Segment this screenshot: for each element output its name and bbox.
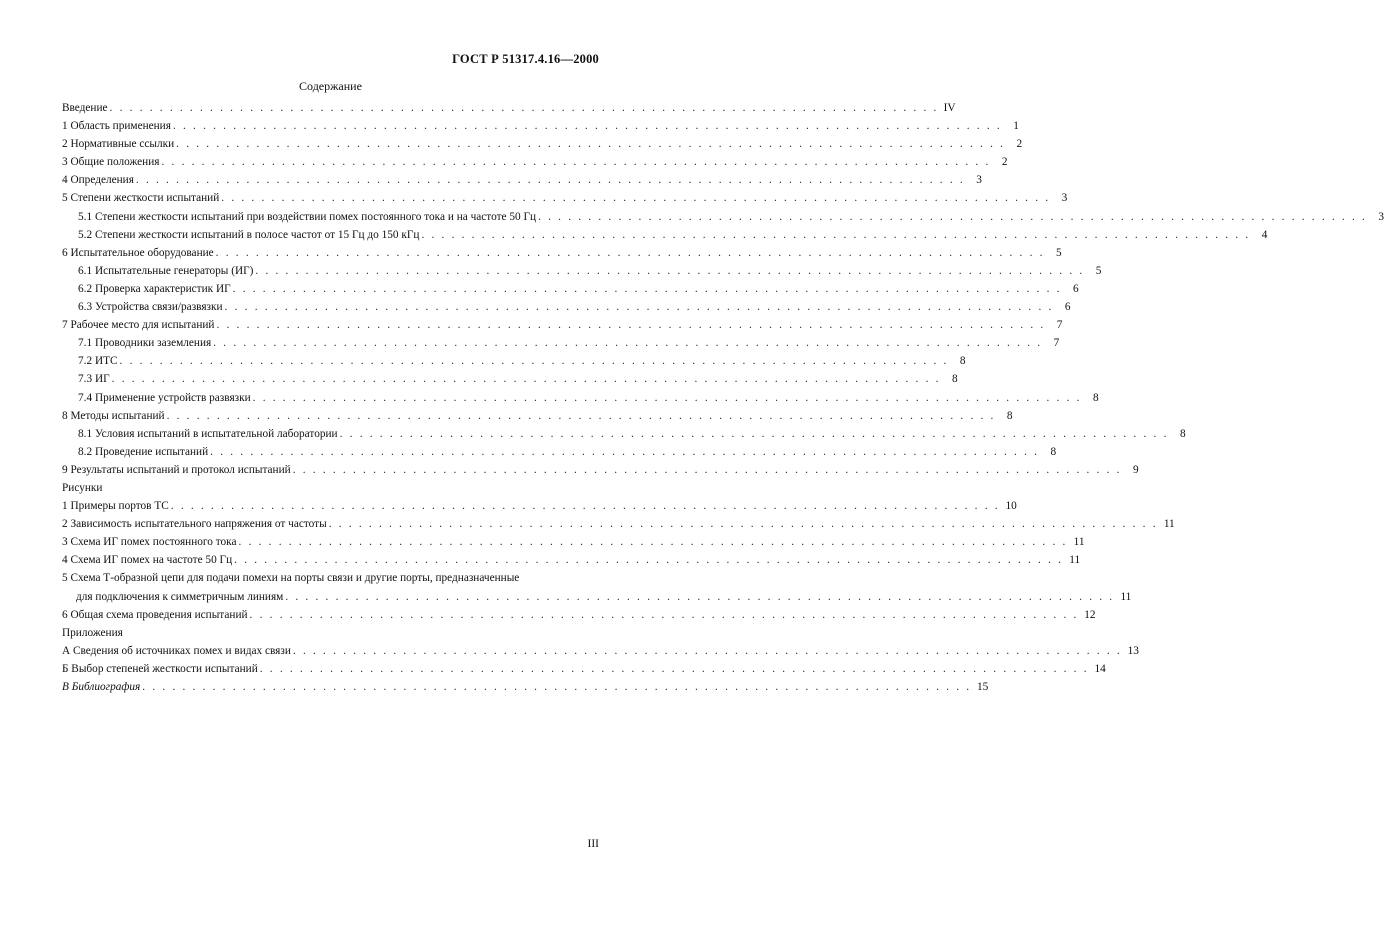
toc-entry <box>62 153 1008 171</box>
toc-entry <box>62 569 600 587</box>
toc-leader-dots: . . . . . . . . . . . . . . . . . . . . . . . . . . . . . . . . . . . . . . . . . . . . . . . . . . . . . . . . . . . . . . . . . . . . . . . . . . . . . . . . . . . <box>215 246 1045 259</box>
toc-entry-title: 1 Примеры портов ТС <box>62 500 169 513</box>
toc-entry <box>62 171 982 189</box>
toc-leader-dots: . . . . . . . . . . . . . . . . . . . . . . . . . . . . . . . . . . . . . . . . . . . . . . . . . . . . . . . . . . . . . . . . . . . . . . . . . . . . . . . . . . . <box>119 355 949 368</box>
toc-page-number: 3 <box>1378 210 1384 223</box>
toc-page-number: 13 <box>1127 644 1139 657</box>
toc-entry <box>62 262 1102 280</box>
toc-entry-title: 6 Общая схема проведения испытаний <box>62 608 248 621</box>
toc-page-number: 12 <box>1084 608 1096 621</box>
toc-page-number: 10 <box>1005 500 1017 513</box>
table-of-contents <box>62 99 1384 696</box>
toc-page-number: 1 <box>1013 120 1019 133</box>
toc-entry <box>62 407 1013 425</box>
toc-entry <box>62 389 1099 407</box>
toc-entry-title: 8.1 Условия испытаний в испытательной лаборатории <box>78 427 338 440</box>
toc-entry-title: А Сведения об источниках помех и видах связи <box>62 644 291 657</box>
toc-page-number: 6 <box>1064 301 1071 314</box>
toc-entry <box>62 425 1186 443</box>
toc-leader-dots: . . . . . . . . . . . . . . . . . . . . . . . . . . . . . . . . . . . . . . . . . . . . . . . . . . . . . . . . . . . . . . . . . . . . . . . . . . . . . . . . . . . <box>328 518 1158 531</box>
toc-leader-dots: . . . . . . . . . . . . . . . . . . . . . . . . . . . . . . . . . . . . . . . . . . . . . . . . . . . . . . . . . . . . . . . . . . . . . . . . . . . . . . . . . . . <box>142 681 972 693</box>
toc-entry <box>62 606 1096 624</box>
toc-entry <box>62 461 1139 479</box>
toc-leader-dots: . . . . . . . . . . . . . . . . . . . . . . . . . . . . . . . . . . . . . . . . . . . . . . . . . . . . . . . . . . . . . . . . . . . . . . . . . . . . . . . . . . . <box>255 264 1085 277</box>
toc-entry-title: Введение <box>62 102 108 114</box>
toc-leader-dots: . . . . . . . . . . . . . . . . . . . . . . . . . . . . . . . . . . . . . . . . . . . . . . . . . . . . . . . . . . . . . . . . . . . . . . . . . . . . . . . . . . . <box>172 120 1002 133</box>
toc-entry-title: 2 Нормативные ссылки <box>62 138 175 151</box>
toc-leader-dots: . . . . . . . . . . . . . . . . . . . . . . . . . . . . . . . . . . . . . . . . . . . . . . . . . . . . . . . . . . . . . . . . . . . . . . . . . . . . . . . . . . . <box>210 445 1040 458</box>
toc-entry <box>62 497 1017 515</box>
toc-page-number: 2 <box>1001 156 1008 169</box>
toc-entry <box>62 660 1106 678</box>
toc-entry <box>62 316 1063 334</box>
toc-leader-dots: . . . . . . . . . . . . . . . . . . . . . . . . . . . . . . . . . . . . . . . . . . . . . . . . . . . . . . . . . . . . . . . . . . . . . . . . . . . . . . . . . . . <box>538 210 1368 223</box>
toc-entry-title: 9 Результаты испытаний и протокол испытаний <box>62 463 291 476</box>
toc-entry <box>62 443 1057 461</box>
toc-leader-dots: . . . . . . . . . . . . . . . . . . . . . . . . . . . . . . . . . . . . . . . . . . . . . . . . . . . . . . . . . . . . . . . . . . . . . . . . . . . . . . . . . . . <box>292 463 1122 476</box>
toc-leader-dots: . . . . . . . . . . . . . . . . . . . . . . . . . . . . . . . . . . . . . . . . . . . . . . . . . . . . . . . . . . . . . . . . . . . . . . . . . . . . . . . . . . . <box>135 174 965 187</box>
toc-entry-title: 4 Определения <box>62 174 134 187</box>
toc-entry-title: 6.2 Проверка характеристик ИГ <box>78 282 231 295</box>
toc-entry-title: 3 Общие положения <box>62 156 160 169</box>
toc-entry <box>62 334 1060 352</box>
toc-entry <box>62 624 600 642</box>
toc-page-number: 8 <box>1093 391 1099 404</box>
toc-entry-title: Б Выбор степеней жесткости испытаний <box>62 662 258 675</box>
toc-leader-dots: . . . . . . . . . . . . . . . . . . . . . . . . . . . . . . . . . . . . . . . . . . . . . . . . . . . . . . . . . . . . . . . . . . . . . . . . . . . . . . . . . . . <box>292 644 1122 657</box>
toc-entry-title: 6.1 Испытательные генераторы (ИГ) <box>78 264 254 277</box>
toc-entry-title: В Библиография <box>62 681 141 693</box>
toc-entry <box>62 117 1019 135</box>
toc-entry <box>62 135 1023 153</box>
toc-page-number: 4 <box>1261 228 1268 241</box>
toc-page-number: 11 <box>1163 518 1175 531</box>
toc-leader-dots: . . . . . . . . . . . . . . . . . . . . . . . . . . . . . . . . . . . . . . . . . . . . . . . . . . . . . . . . . . . . . . . . . . . . . . . . . . . . . . . . . . . <box>339 427 1169 440</box>
toc-entry-title: 6.3 Устройства связи/развязки <box>78 301 223 314</box>
toc-page-number: 8 <box>959 355 966 368</box>
toc-leader-dots: . . . . . . . . . . . . . . . . . . . . . . . . . . . . . . . . . . . . . . . . . . . . . . . . . . . . . . . . . . . . . . . . . . . . . . . . . . . . . . . . . . . <box>111 373 941 386</box>
toc-page-number: 3 <box>1061 192 1068 205</box>
toc-page-number: 7 <box>1053 337 1060 350</box>
toc-entry-title: 7.4 Применение устройств развязки <box>78 391 251 404</box>
toc-entry <box>62 280 1079 298</box>
toc-leader-dots: . . . . . . . . . . . . . . . . . . . . . . . . . . . . . . . . . . . . . . . . . . . . . . . . . . . . . . . . . . . . . . . . . . . . . . . . . . . . . . . . . . . <box>176 138 1006 151</box>
toc-entry <box>62 515 1175 533</box>
document-code-header: ГОСТ Р 51317.4.16—2000 <box>452 52 599 66</box>
toc-entry <box>62 642 1139 660</box>
toc-page-number: 6 <box>1073 282 1079 295</box>
toc-page-number: 8 <box>1179 427 1186 440</box>
toc-entry-title: 8 Методы испытаний <box>62 409 165 422</box>
toc-entry-title: Приложения <box>62 626 123 639</box>
toc-page-number: 5 <box>1056 246 1062 259</box>
toc-page-number: 5 <box>1095 264 1102 277</box>
toc-page-number: 8 <box>951 373 958 386</box>
toc-entry-title: 5.1 Степени жесткости испытаний при воздействии помех постоянного тока и на частоте 50 Гц <box>78 210 537 223</box>
toc-page-number: 14 <box>1094 662 1106 675</box>
toc-entry <box>62 99 956 117</box>
toc-entry-title: 1 Область применения <box>62 120 171 133</box>
toc-page-number: 11 <box>1120 590 1132 603</box>
toc-entry-title: 5.2 Степени жесткости испытаний в полосе частот от 15 Гц до 150 кГц <box>78 228 420 241</box>
toc-entry-title: 3 Схема ИГ помех постоянного тока <box>62 536 237 549</box>
toc-leader-dots: . . . . . . . . . . . . . . . . . . . . . . . . . . . . . . . . . . . . . . . . . . . . . . . . . . . . . . . . . . . . . . . . . . . . . . . . . . . . . . . . . . . <box>232 282 1062 295</box>
toc-entry-title: 7 Рабочее место для испытаний <box>62 319 215 332</box>
toc-leader-dots: . . . . . . . . . . . . . . . . . . . . . . . . . . . . . . . . . . . . . . . . . . . . . . . . . . . . . . . . . . . . . . . . . . . . . . . . . . . . . . . . . . . <box>249 608 1079 621</box>
toc-entry <box>62 678 989 696</box>
toc-entry <box>62 298 1071 316</box>
toc-page-number: IV <box>943 102 956 114</box>
toc-page-number: 8 <box>1050 445 1057 458</box>
toc-entry <box>62 588 1132 606</box>
toc-leader-dots: . . . . . . . . . . . . . . . . . . . . . . . . . . . . . . . . . . . . . . . . . . . . . . . . . . . . . . . . . . . . . . . . . . . . . . . . . . . . . . . . . . . <box>421 228 1251 241</box>
toc-leader-dots: . . . . . . . . . . . . . . . . . . . . . . . . . . . . . . . . . . . . . . . . . . . . . . . . . . . . . . . . . . . . . . . . . . . . . . . . . . . . . . . . . . . <box>234 554 1064 567</box>
toc-entry <box>62 352 966 370</box>
toc-entry-title: 7.3 ИГ <box>78 373 110 386</box>
toc-leader-dots: . . . . . . . . . . . . . . . . . . . . . . . . . . . . . . . . . . . . . . . . . . . . . . . . . . . . . . . . . . . . . . . . . . . . . . . . . . . . . . . . . . . <box>238 536 1068 549</box>
toc-entry <box>62 479 600 497</box>
toc-page-number: 8 <box>1006 409 1013 422</box>
toc-page-number: 11 <box>1069 554 1081 567</box>
toc-entry <box>62 208 1384 226</box>
toc-leader-dots: . . . . . . . . . . . . . . . . . . . . . . . . . . . . . . . . . . . . . . . . . . . . . . . . . . . . . . . . . . . . . . . . . . . . . . . . . . . . . . . . . . . <box>161 156 991 169</box>
toc-entry <box>62 370 958 388</box>
toc-entry-title: 5 Степени жесткости испытаний <box>62 192 220 205</box>
toc-page-number: 9 <box>1133 463 1139 476</box>
toc-leader-dots: . . . . . . . . . . . . . . . . . . . . . . . . . . . . . . . . . . . . . . . . . . . . . . . . . . . . . . . . . . . . . . . . . . . . . . . . . . . . . . . . . . . <box>109 102 939 114</box>
toc-entry <box>62 226 1268 244</box>
toc-leader-dots: . . . . . . . . . . . . . . . . . . . . . . . . . . . . . . . . . . . . . . . . . . . . . . . . . . . . . . . . . . . . . . . . . . . . . . . . . . . . . . . . . . . <box>224 301 1054 314</box>
toc-entry <box>62 551 1081 569</box>
toc-entry-title: 6 Испытательное оборудование <box>62 246 214 259</box>
toc-page-number: 7 <box>1056 319 1063 332</box>
toc-page-number: 11 <box>1073 536 1085 549</box>
toc-entry-title: 5 Схема Т-образной цепи для подачи помехи на порты связи и другие порты, предназначенные <box>62 572 520 585</box>
toc-entry <box>62 244 1062 262</box>
toc-leader-dots: . . . . . . . . . . . . . . . . . . . . . . . . . . . . . . . . . . . . . . . . . . . . . . . . . . . . . . . . . . . . . . . . . . . . . . . . . . . . . . . . . . . <box>213 337 1043 350</box>
toc-page-number: 3 <box>976 174 982 187</box>
toc-leader-dots: . . . . . . . . . . . . . . . . . . . . . . . . . . . . . . . . . . . . . . . . . . . . . . . . . . . . . . . . . . . . . . . . . . . . . . . . . . . . . . . . . . . <box>166 409 996 422</box>
page-title: Содержание <box>299 79 362 93</box>
toc-page-number: 2 <box>1016 138 1023 151</box>
toc-leader-dots: . . . . . . . . . . . . . . . . . . . . . . . . . . . . . . . . . . . . . . . . . . . . . . . . . . . . . . . . . . . . . . . . . . . . . . . . . . . . . . . . . . . <box>252 391 1082 404</box>
toc-leader-dots: . . . . . . . . . . . . . . . . . . . . . . . . . . . . . . . . . . . . . . . . . . . . . . . . . . . . . . . . . . . . . . . . . . . . . . . . . . . . . . . . . . . <box>259 662 1089 675</box>
toc-entry-title: 7.1 Проводники заземления <box>78 337 212 350</box>
toc-page-number: 15 <box>977 681 989 693</box>
toc-leader-dots: . . . . . . . . . . . . . . . . . . . . . . . . . . . . . . . . . . . . . . . . . . . . . . . . . . . . . . . . . . . . . . . . . . . . . . . . . . . . . . . . . . . <box>170 500 1000 513</box>
toc-entry-title: Рисунки <box>62 481 103 494</box>
toc-entry-title: 7.2 ИТС <box>78 355 118 368</box>
toc-entry-title: 4 Схема ИГ помех на частоте 50 Гц <box>62 554 233 567</box>
toc-entry-title: 2 Зависимость испытательного напряжения от частоты <box>62 518 327 531</box>
toc-leader-dots: . . . . . . . . . . . . . . . . . . . . . . . . . . . . . . . . . . . . . . . . . . . . . . . . . . . . . . . . . . . . . . . . . . . . . . . . . . . . . . . . . . . <box>285 590 1115 603</box>
toc-leader-dots: . . . . . . . . . . . . . . . . . . . . . . . . . . . . . . . . . . . . . . . . . . . . . . . . . . . . . . . . . . . . . . . . . . . . . . . . . . . . . . . . . . . <box>221 192 1051 205</box>
toc-entry-title: 8.2 Проведение испытаний <box>78 445 209 458</box>
toc-entry-title: для подключения к симметричным линиям <box>76 590 284 603</box>
toc-entry <box>62 533 1085 551</box>
toc-entry <box>62 189 1068 207</box>
page-number: III <box>587 838 599 850</box>
toc-leader-dots: . . . . . . . . . . . . . . . . . . . . . . . . . . . . . . . . . . . . . . . . . . . . . . . . . . . . . . . . . . . . . . . . . . . . . . . . . . . . . . . . . . . <box>216 319 1046 332</box>
